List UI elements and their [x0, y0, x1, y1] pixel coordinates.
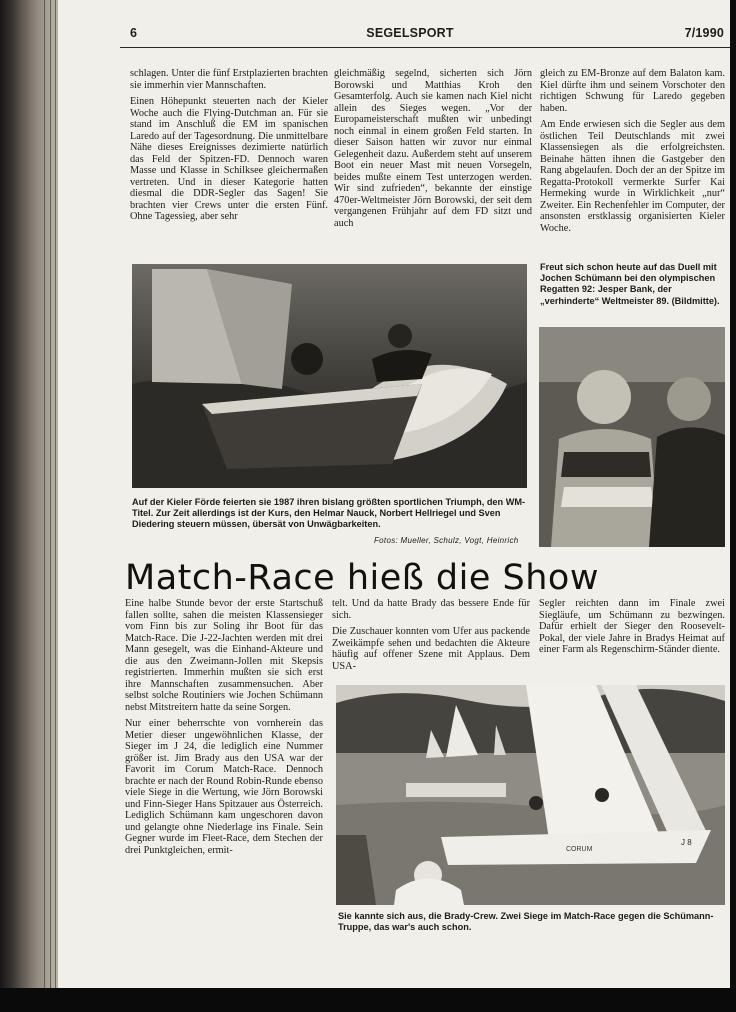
magazine-page	[58, 0, 730, 988]
caption-fd-boat: Auf der Kieler Förde feierten sie 1987 ihren bislang größten sportlichen Triumph, den WM-Titel. Zur Zeit allerdings ist der Kurs, den Helmar Nauck, Norbert Hellriegel und Sven Diedering steuern müssen, übersät von Unwägbarkeiten.	[132, 497, 526, 530]
paragraph: Nur einer beherrschte von vornherein das Metier dieser ungewöhnlichen Klasse, der Sieger im J 24, die lediglich eine Nummer größer ist. Jim Brady aus den USA war der Favorit im Corum Match-Race. Dennoch brachte er nach der Round Robin-Runde ebenso viele Siege in die Wertung, wie Jörn Borowski und Finn-Sieger Hans Spitzauer aus Österreich. Lediglich Schümann kam ungeschoren davon und gelangte ohne Niederlage ins Finale. Sein Gegner wurde im Fleet-Race, dem Stechen der drei Punktgleichen, ermit-	[125, 718, 323, 856]
paragraph: schlagen. Unter die fünf Erstplazierten brachten sie immerhin vier Mannschaften.	[130, 68, 328, 91]
article2-column-2	[332, 598, 530, 677]
article1-column-1	[130, 68, 328, 228]
photo-credit: Fotos: Mueller, Schulz, Vogt, Heinrich	[374, 536, 519, 545]
sail-number-label: CORUM	[566, 846, 593, 853]
hull-number-label: J 8	[681, 838, 692, 847]
article2-column-1	[125, 598, 323, 861]
article2-column-3	[539, 598, 725, 661]
photo-jesper-bank	[539, 327, 725, 547]
caption-portrait: Freut sich schon heute auf das Duell mit Jochen Schümann bei den olympischen Regatten 92: Jesper Bank, der „verhinderte“ Weltmeister 89. (Bildmitte).	[540, 262, 720, 306]
paragraph: gleich zu EM-Bronze auf dem Balaton kam. Kiel dürfte ihm und seinem Vorschoter den richtigen Schwung für Laredo gegeben haben.	[540, 68, 725, 114]
section-title: SEGELSPORT	[366, 26, 454, 40]
paragraph: Am Ende erwiesen sich die Segler aus dem östlichen Teil Deutschlands mit zwei Klassensiegen als die erfolgreichsten. Beinahe hätten ihnen die Gastgeber den Rang abgelaufen. Doch der an der Spitze im Regatta-Protokoll vermerkte Surfer Kai Hermeking wurde in Wirklichkeit „nur“ Zweiter. Ein Rechenfehler im Computer, der ansonsten erstklassig organisierten Kieler Woche.	[540, 119, 725, 234]
scan-border	[0, 988, 736, 1012]
caption-match-race: Sie kannte sich aus, die Brady-Crew. Zwei Siege im Match-Race gegen die Schümann-Truppe, das war's auch schon.	[338, 911, 714, 933]
paragraph: telt. Und da hatte Brady das bessere Ende für sich.	[332, 598, 530, 621]
book-binding	[0, 0, 58, 1012]
paragraph: Einen Höhepunkt steuerten nach der Kieler Woche auch die Flying-Dutchman an. Für sie stand im Anschluß die EM im spanischen Laredo auf der Tagesordnung. Die unmittelbare Nähe dieses Ereignisses dezimierte natürlich das Feld der Spitzen-FD. Dennoch waren Masse und Klasse in Schilksee gleichermaßen vertreten. Und in dieser Kategorie hatten diesmal die DDR-Segler das Sagen! Sie brachten vier Crews unter die ersten Fünf. Ohne Tagessieg, aber sehr	[130, 96, 328, 222]
photo-fd-boat	[132, 264, 527, 488]
article1-column-3	[540, 68, 725, 239]
paragraph: Segler reichten dann im Finale zwei Siegläufe, um Schümann zu bezwingen. Dafür erhielt der Sieger den Roosevelt-Pokal, der viele Jahre in Bradys Heimat auf einer Farm als Regenschirm-Ständer diente.	[539, 598, 725, 655]
issue-number: 7/1990	[684, 26, 724, 40]
photo-match-race	[336, 685, 725, 905]
article1-column-2	[334, 68, 532, 234]
paragraph: Die Zuschauer konnten vom Ufer aus packende Zweikämpfe sehen und bedachten die Akteure häufig auf offener Szene mit Applaus. Dem USA-	[332, 626, 530, 672]
paragraph: gleichmäßig segelnd, sicherten sich Jörn Borowski und Matthias Kroh den Gesamterfolg. Auch sie kamen nach Kiel nicht allein des Sieges wegen. „Vor der Europameisterschaft mußten wir unbedingt noch einmal in einem großen Feld starten. In dieser Saison hatten wir zuvor nur einmal Gelegenheit dazu. Außerdem steht auf unserem Boot ein neuer Mast mit neuen Vorsegeln, beides mußte einem Test unterzogen werden. Wir sind zufrieden“, bekannte der einstige 470er-Weltmeister Jörn Borowski, der seit dem vergangenen Frühjahr auf dem FD sitzt und auch	[334, 68, 532, 229]
header-rule	[120, 47, 730, 48]
article-headline: Match-Race hieß die Show	[125, 558, 599, 598]
paragraph: Eine halbe Stunde bevor der erste Startschuß fallen sollte, sahen die meisten Klassensieger vom Finn bis zur Soling ihr Boot für das Match-Race. Die J-22-Jachten werden mit drei Mann gesegelt, was die Einhand-Akteure und die aus den Zweimann-Jollen mit Skepsis registrierten. Immerhin mußten sie sich erst ihre Mannschaften zusammensuchen. Aber selbst solche Routiniers wie Jochen Schümann nebst Mitstreitern hatte da seine Sorgen.	[125, 598, 323, 713]
page-number: 6	[130, 26, 138, 40]
